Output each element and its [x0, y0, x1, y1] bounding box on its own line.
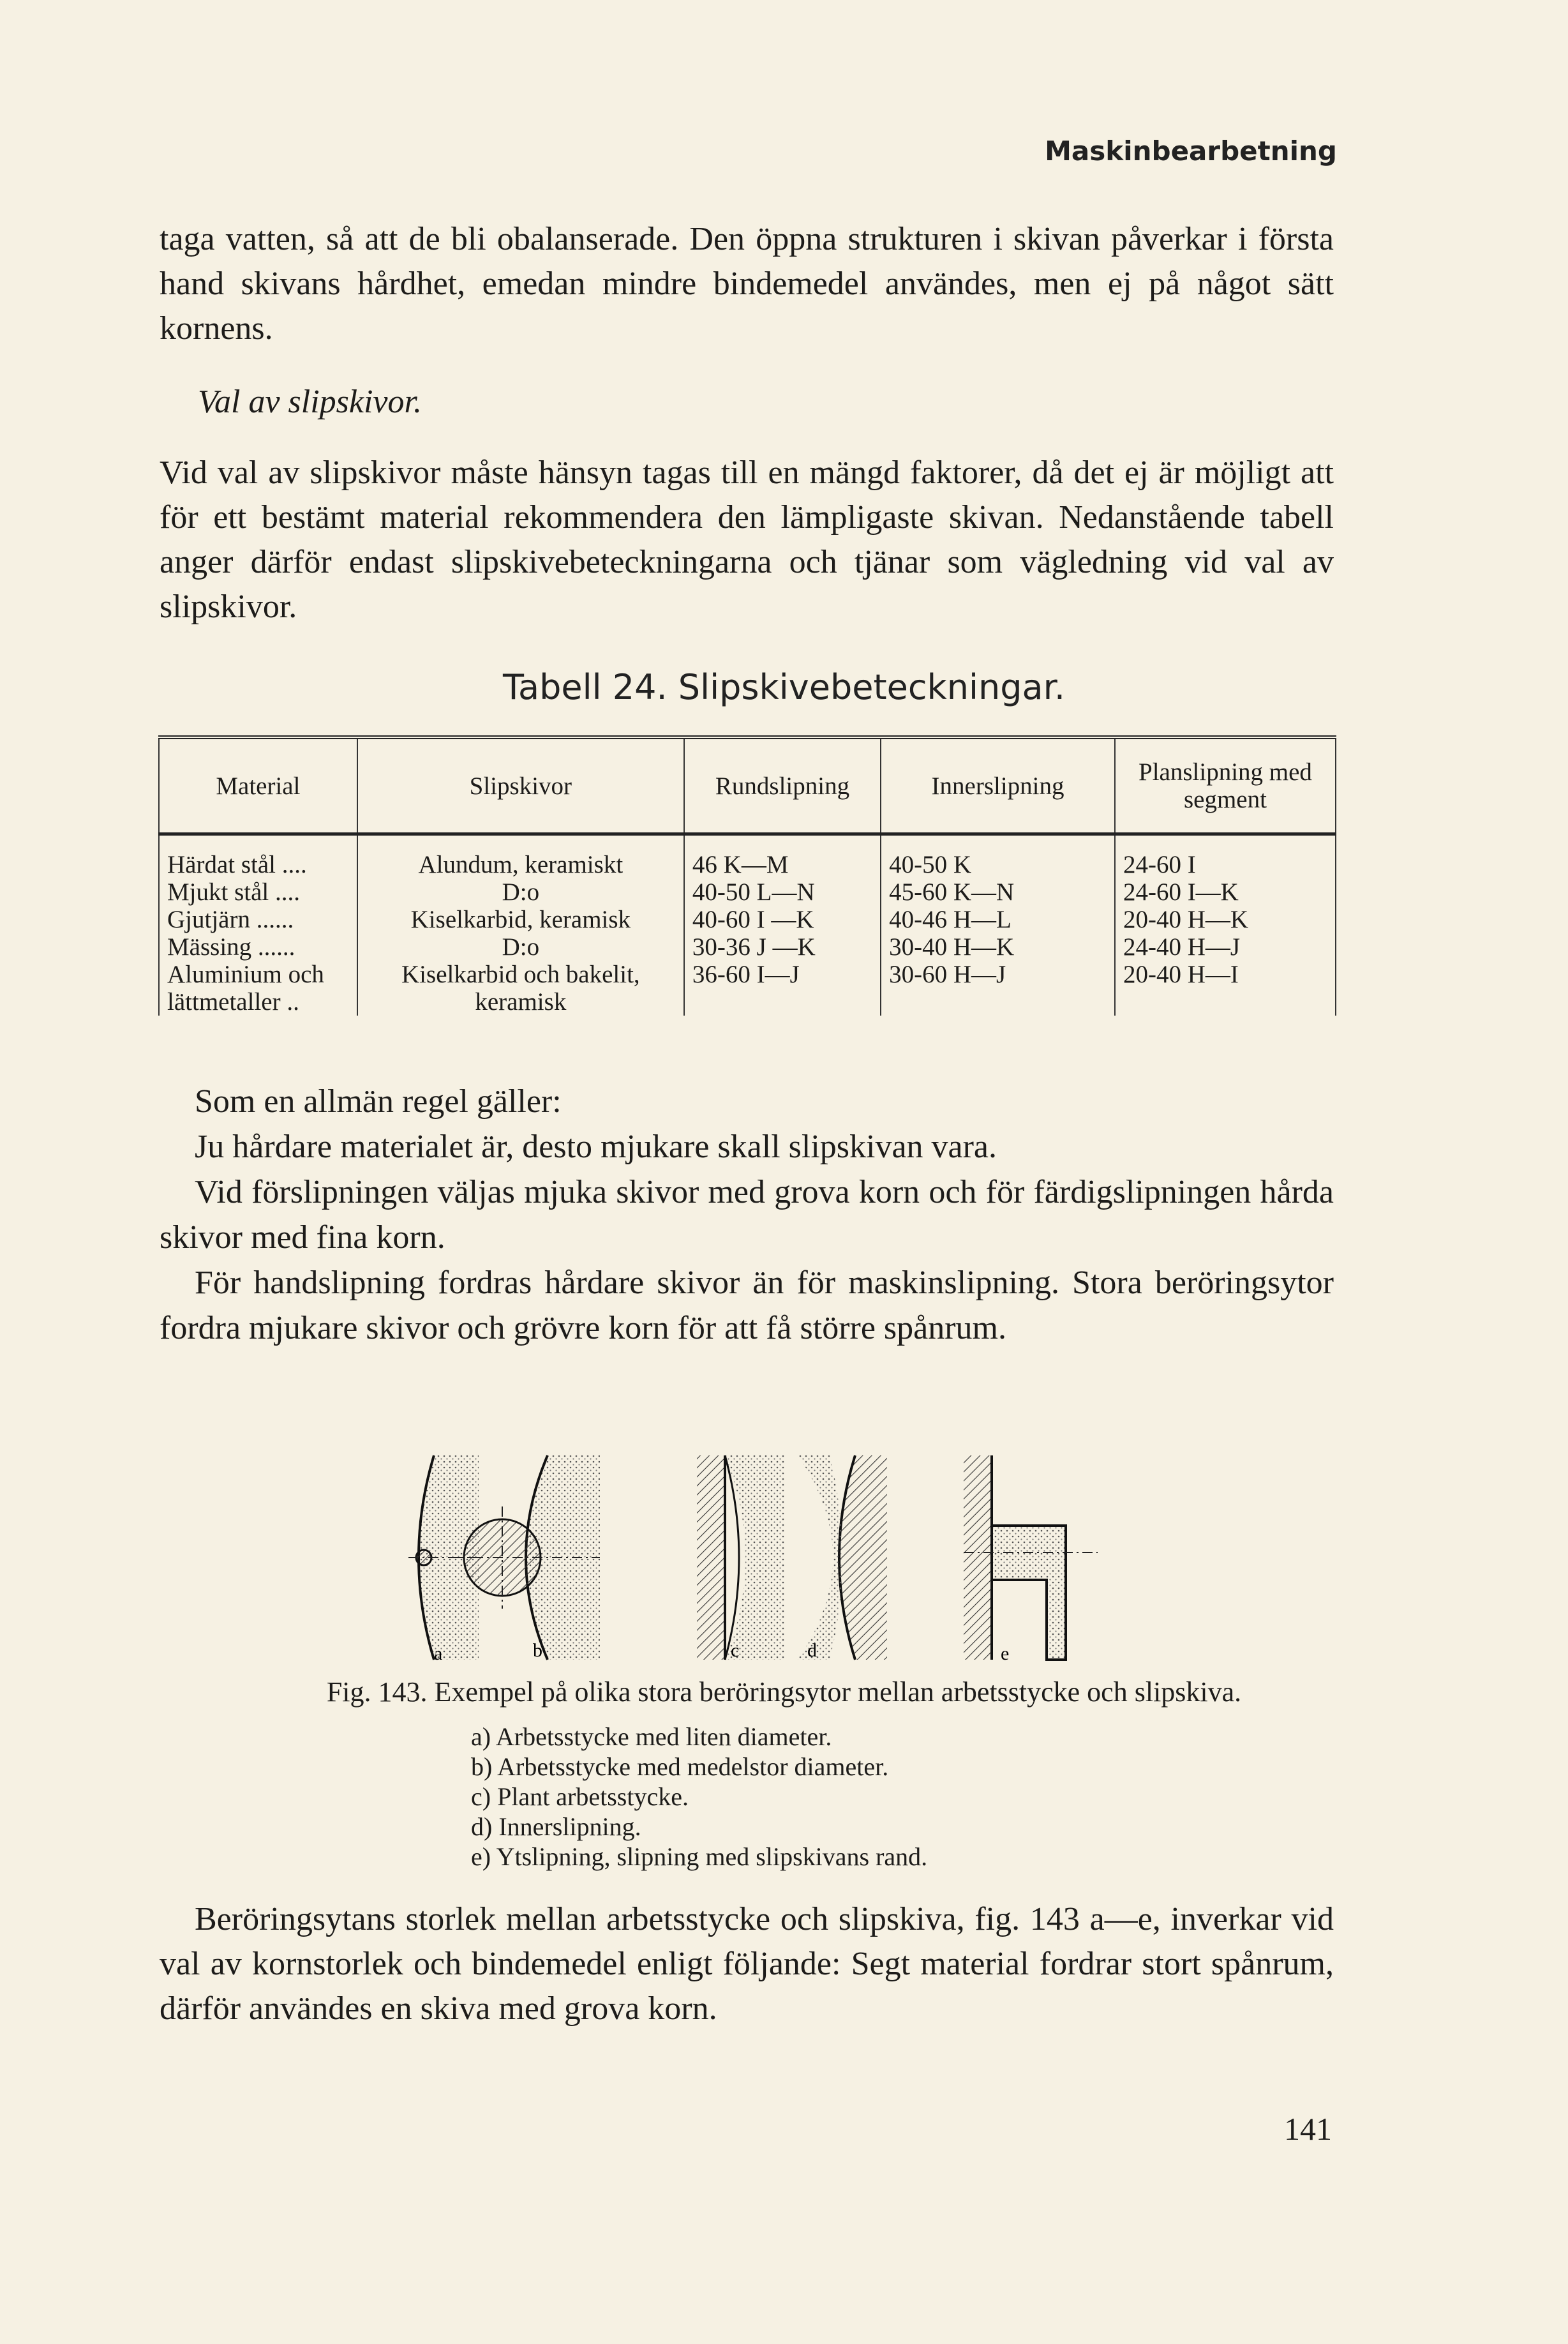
table-cell: 24-60 I—K: [1115, 878, 1336, 906]
table-cell: lättmetaller ..: [159, 988, 357, 1016]
section-paragraph: Vid val av slipskivor måste hänsyn tagas till en mängd faktorer, då det ej är möjligt att för ett bestämt material rekommendera den lämpligaste skivan. Nedanstående tabell anger därför endast slipskivebeteckningarna och tjänar som vägledning vid val av slipskivor.: [160, 455, 1334, 625]
contact-surface-figure: [408, 1449, 1110, 1666]
table-cell: Kiselkarbid och bakelit,: [357, 961, 684, 988]
table-cell: Alundum, keramiskt: [357, 834, 684, 879]
grinding-wheel-table: [158, 735, 1336, 1016]
table-cell: 30-60 H—J: [881, 961, 1115, 988]
page-number: 141: [1284, 2111, 1332, 2147]
table-cell: keramisk: [357, 988, 684, 1016]
figure-label-c: c: [731, 1640, 740, 1661]
figure-caption: Fig. 143. Exempel på olika stora beröringsytor mellan arbetsstycke och slipskiva.: [326, 1676, 1242, 1708]
header-slipskivor: Slipskivor: [357, 737, 684, 834]
table-cell: Mjukt stål ....: [159, 878, 357, 906]
rule-line: Vid förslipningen väljas mjuka skivor med grova korn och för färdigslipningen hårda skivor med fina korn.: [160, 1174, 1334, 1256]
list-item: b) Arbetsstycke med medelstor diameter.: [471, 1752, 889, 1781]
table-cell: 40-50 K: [881, 834, 1115, 879]
header-rundslipning: Rundslipning: [684, 737, 881, 834]
table-caption: Tabell 24. Slipskivebeteckningar.: [502, 667, 1066, 707]
table-cell: 36-60 I—J: [684, 961, 881, 988]
figure-label-d: d: [807, 1640, 817, 1661]
closing-paragraph: Beröringsytans storlek mellan arbetsstycke och slipskiva, fig. 143 a—e, inverkar vid val av kornstorlek och bindemedel enligt följande: Segt material fordrar stort spånrum, därför användes en skiva med grova korn.: [160, 1901, 1334, 2027]
rules-intro: Som en allmän regel gäller:: [195, 1083, 562, 1120]
figure-legend: [471, 1722, 927, 1872]
rules-body: [160, 1124, 1334, 1351]
table-cell: [881, 988, 1115, 1016]
table-cell: Aluminium och: [159, 961, 357, 988]
table-cell: Gjutjärn ......: [159, 906, 357, 933]
rule-line: Ju hårdare materialet är, desto mjukare skall slipskivan vara.: [195, 1129, 997, 1165]
table-cell: 24-40 H—J: [1115, 933, 1336, 961]
table-row: [159, 834, 1336, 879]
table-cell: 30-36 J —K: [684, 933, 881, 961]
table-cell: Härdat stål ....: [159, 834, 357, 879]
table-cell: D:o: [357, 933, 684, 961]
figure-label-e: e: [1001, 1643, 1010, 1664]
list-item: c) Plant arbetsstycke.: [471, 1782, 689, 1811]
table-cell: [1115, 988, 1336, 1016]
table-cell: Mässing ......: [159, 933, 357, 961]
rule-line: För handslipning fordras hårdare skivor än för maskinslipning. Stora beröringsytor fordra mjukare skivor och grövre korn för att få större spånrum.: [160, 1265, 1334, 1346]
table-cell: 24-60 I: [1115, 834, 1336, 879]
sketch-e: [964, 1455, 1098, 1664]
table-cell: 40-60 I —K: [684, 906, 881, 933]
header-innerslipning: Innerslipning: [881, 737, 1115, 834]
table-cell: 20-40 H—K: [1115, 906, 1336, 933]
figure-label-a: a: [434, 1643, 443, 1664]
intro-paragraph: taga vatten, så att de bli obalanserade. Den öppna strukturen i skivan påverkar i första hand skivans hårdhet, emedan mindre bindemedel användes, men ej på något sätt kornens.: [160, 221, 1334, 347]
header-material: Material: [159, 737, 357, 834]
table-cell: [684, 988, 881, 1016]
table-row: [159, 933, 1336, 961]
sketch-c: [697, 1455, 785, 1661]
list-item: e) Ytslipning, slipning med slipskivans rand.: [471, 1842, 928, 1871]
table-cell: 30-40 H—K: [881, 933, 1115, 961]
sketch-d: [798, 1455, 887, 1661]
table-row: [159, 961, 1336, 988]
table-cell: D:o: [357, 878, 684, 906]
table-row: [159, 906, 1336, 933]
table-row: [159, 878, 1336, 906]
table-cell: 20-40 H—I: [1115, 961, 1336, 988]
header-planslipning: Planslipning med segment: [1115, 737, 1336, 834]
section-heading: Val av slipskivor.: [198, 384, 422, 420]
table-header-row: [159, 737, 1336, 834]
running-header: Maskinbearbetning: [1045, 135, 1337, 167]
table-cell: 40-50 L—N: [684, 878, 881, 906]
table-cell: Kiselkarbid, keramisk: [357, 906, 684, 933]
table-cell: 46 K—M: [684, 834, 881, 879]
figure-label-b: b: [533, 1640, 542, 1661]
table-row: [159, 988, 1336, 1016]
table-cell: 45-60 K—N: [881, 878, 1115, 906]
table-cell: 40-46 H—L: [881, 906, 1115, 933]
list-item: d) Innerslipning.: [471, 1812, 641, 1841]
list-item: a) Arbetsstycke med liten diameter.: [471, 1722, 832, 1751]
